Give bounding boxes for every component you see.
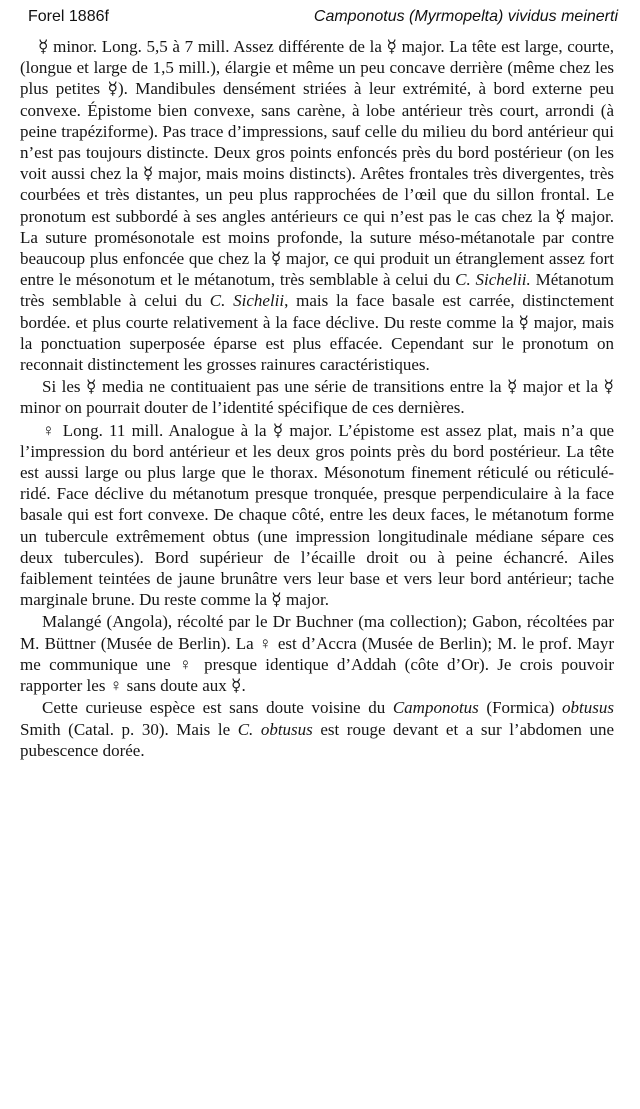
header-taxon: Camponotus (Myrmopelta) vividus meinerti bbox=[313, 8, 618, 25]
text-run: ♀ Long. 11 mill. Analogue à la ☿ major. L’épistome est assez plat, mais n’a que l’impression du bord antérieur et les deux gros points près du bord postérieur. La tête est aussi large ou plus large que le thorax. Mésonotum finement réticulé ou réticulé-ridé. Face déclive du métanotum presque tronquée, presque perpendiculaire à la face basale qui est fort convexe. De chaque côté, entre les deux faces, le métanotum forme un tubercule extrêmement obtus (une impression longitudinale médiane sépare ces deux tubercules). Bord supérieur de l’écaille droit ou à peine échancré. Ailes faiblement teintées de jaune brunâtre vers leur base et vers leur bord antérieur; tache marginale brune. Du reste comme la ☿ major. bbox=[20, 420, 614, 610]
header-citation: Forel 1886f bbox=[28, 8, 109, 25]
text-run: ☿ minor. Long. 5,5 à 7 mill. Assez différente de la ☿ major. La tête est large, courte, (longue et large de 1,5 mill.), élargie et même un peu concave derrière (même chez les plus petites ☿). Mandibules densément striées à leur extrémité, à bord externe peu convexe. Épistome bien convexe, sans carène, à lobe antérieur très court, arrondi (à peine trapéziforme). Pas trace d’impressions, sauf celle du milieu du bord antérieur qui n’est pas toujours distincte. Deux gros points enfoncés près du bord postérieur (on les voit aussi chez la ☿ major, mais moins distincts). Arêtes frontales très divergentes, très courbées et très distantes, un peu plus rapprochées de l’œil que du sillon frontal. Le pronotum est subbordé à ses angles antérieurs ce qui n’est pas le cas chez la ☿ major. La suture promésonotale est moins profonde, la suture méso-métanotale par contre beaucoup plus enfoncée que chez la ☿ major, ce qui produit un étranglement assez fort entre le mésonotum et le métanotum, très semblable à celui du bbox=[20, 37, 614, 290]
paragraph-worker-minor bbox=[20, 36, 614, 375]
italic-run: C. obtusus bbox=[237, 719, 313, 739]
italic-run: obtusus bbox=[562, 698, 614, 718]
document-body bbox=[20, 36, 614, 762]
italic-run: C. Sichelii. bbox=[455, 270, 531, 290]
paragraph-female bbox=[20, 420, 614, 611]
text-run: (Formica) bbox=[478, 698, 563, 718]
paragraph-media-note bbox=[20, 376, 614, 418]
italic-run: C. Sichelii bbox=[209, 291, 285, 311]
italic-run: Camponotus bbox=[392, 698, 479, 718]
text-run: est rouge devant et a sur l’abdomen une pubescence dorée. bbox=[20, 719, 614, 760]
text-run: Cette curieuse espèce est sans doute voisine du bbox=[42, 698, 393, 718]
text-run: Malangé (Angola), récolté par le Dr Buchner (ma collection); Gabon, récoltées par M. Büttner (Musée de Berlin). La ♀ est d’Accra (Musée de Berlin); M. le prof. Mayr me communique une ♀ presque identique d’Addah (côte d’Or). Je crois pouvoir rapporter les ♀ sans doute aux ☿. bbox=[20, 612, 614, 696]
text-run: , mais la face basale est carrée, distinctement bordée. et plus courte relativement à la face déclive. Du reste comme la ☿ major, mais la ponctuation superposée éparse est plus effacée. Cependant sur le pronotum on reconnait distinctement les grosses rainures caractéristiques. bbox=[20, 291, 614, 375]
text-run: Smith (Catal. p. 30). Mais le bbox=[20, 719, 238, 739]
text-run: Si les ☿ media ne contituaient pas une série de transitions entre la ☿ major et la ☿ minor on pourrait douter de l’identité spécifique de ces dernières. bbox=[20, 377, 614, 418]
page-header bbox=[28, 8, 618, 30]
paragraph-localities bbox=[20, 611, 614, 696]
text-run: Métanotum très semblable à celui du bbox=[20, 270, 614, 311]
paragraph-affinities bbox=[20, 697, 614, 761]
